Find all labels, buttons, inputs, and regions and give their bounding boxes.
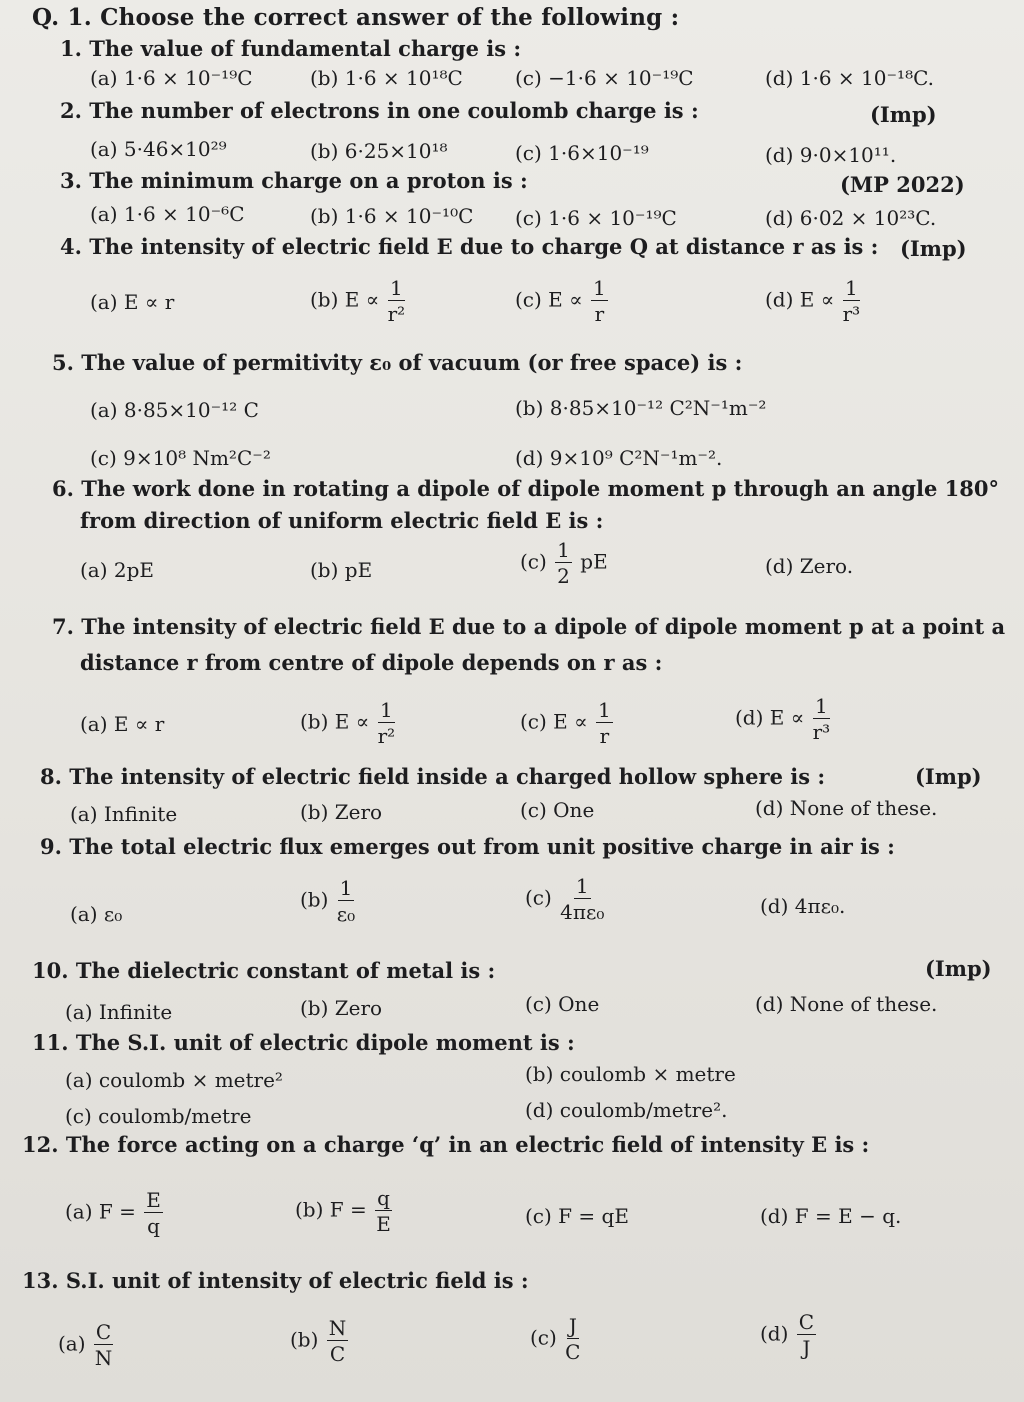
q8-tag: (Imp)	[915, 764, 982, 789]
question-9: 9. The total electric flux emerges out from unit positive charge in air is :	[40, 834, 895, 859]
q7-option-d: (d) E ∝ $\frac{1}{\text{r³}}$	[735, 694, 831, 744]
q1-option-b: (b) 1·6 × 10¹⁸C	[310, 66, 463, 90]
question-6-line-2: from direction of uniform electric field E is :	[80, 508, 604, 533]
q8-option-a: (a) Infinite	[70, 802, 178, 826]
q1-option-d: (d) 1·6 × 10⁻¹⁸C.	[765, 66, 935, 90]
q8-option-b: (b) Zero	[300, 800, 383, 824]
q4-option-b: (b) E ∝ $\frac{1}{\text{r²}}$	[310, 276, 406, 326]
question-2: 2. The number of electrons in one coulomb charge is :	[60, 98, 699, 123]
q9-option-d: (d) 4πε₀.	[760, 894, 846, 918]
q3-option-c: (c) 1·6 × 10⁻¹⁹C	[515, 206, 677, 230]
q5-option-a: (a) 8·85×10⁻¹² C	[90, 398, 259, 422]
q1-option-a: (a) 1·6 × 10⁻¹⁹C	[90, 66, 253, 90]
q3-option-d: (d) 6·02 × 10²³C.	[765, 206, 937, 230]
q7-option-a: (a) E ∝ r	[80, 712, 165, 736]
q4-option-a: (a) E ∝ r	[90, 290, 175, 314]
q13-option-d: (d) $\frac{C}{J}$	[760, 1310, 815, 1360]
q5-option-c: (c) 9×10⁸ Nm²C⁻²	[90, 446, 271, 470]
q4-option-d: (d) E ∝ $\frac{1}{\text{r³}}$	[765, 276, 861, 326]
question-4: 4. The intensity of electric field E due to charge Q at distance r as is :	[60, 234, 879, 259]
q10-option-c: (c) One	[525, 992, 600, 1016]
q2-option-b: (b) 6·25×10¹⁸	[310, 139, 448, 163]
q6-option-d: (d) Zero.	[765, 554, 854, 578]
q3-tag: (MP 2022)	[840, 172, 965, 197]
question-3: 3. The minimum charge on a proton is :	[60, 168, 528, 193]
q12-option-b: (b) F = $\frac{q}{E}$	[295, 1186, 391, 1236]
q13-option-c: (c) $\frac{J}{C}$	[530, 1314, 581, 1364]
q6-option-a: (a) 2pE	[80, 558, 155, 582]
q2-option-d: (d) 9·0×10¹¹.	[765, 143, 897, 167]
question-13: 13. S.I. unit of intensity of electric field is :	[22, 1268, 529, 1293]
q13-option-a: (a) $\frac{C}{N}$	[58, 1320, 113, 1370]
q8-option-d: (d) None of these.	[755, 796, 938, 820]
q7-option-b: (b) E ∝ $\frac{1}{\text{r²}}$	[300, 698, 396, 748]
q9-option-c: (c) $\frac{1}{\text{4πε₀}}$	[525, 874, 605, 924]
q6-option-b: (b) pE	[310, 558, 373, 582]
q12-option-d: (d) F = E − q.	[760, 1204, 902, 1228]
q11-option-b: (b) coulomb × metre	[525, 1062, 736, 1086]
q11-option-a: (a) coulomb × metre²	[65, 1068, 283, 1092]
q3-option-b: (b) 1·6 × 10⁻¹⁰C	[310, 204, 474, 228]
question-10: 10. The dielectric constant of metal is :	[32, 958, 496, 983]
q5-option-d: (d) 9×10⁹ C²N⁻¹m⁻².	[515, 446, 723, 470]
q11-option-d: (d) coulomb/metre².	[525, 1098, 728, 1122]
q4-tag: (Imp)	[900, 236, 967, 261]
q13-option-b: (b) $\frac{N}{C}$	[290, 1316, 347, 1366]
q12-option-c: (c) F = qE	[525, 1204, 629, 1228]
q5-option-b: (b) 8·85×10⁻¹² C²N⁻¹m⁻²	[515, 396, 767, 420]
q10-option-b: (b) Zero	[300, 996, 383, 1020]
q6-option-c: (c) $\frac{1}{2}$ pE	[520, 538, 608, 588]
q3-option-a: (a) 1·6 × 10⁻⁶C	[90, 202, 245, 226]
q2-option-a: (a) 5·46×10²⁹	[90, 137, 227, 161]
page-title: Q. 1. Choose the correct answer of the following :	[32, 4, 680, 31]
q2-option-c: (c) 1·6×10⁻¹⁹	[515, 141, 649, 165]
q10-option-a: (a) Infinite	[65, 1000, 173, 1024]
question-5: 5. The value of permitivity ε₀ of vacuum (or free space) is :	[52, 350, 743, 375]
q8-option-c: (c) One	[520, 798, 595, 822]
q11-option-c: (c) coulomb/metre	[65, 1104, 252, 1128]
q2-tag: (Imp)	[870, 102, 937, 127]
question-1: 1. The value of fundamental charge is :	[60, 36, 522, 61]
q1-option-c: (c) −1·6 × 10⁻¹⁹C	[515, 66, 694, 90]
question-7: 7. The intensity of electric field E due to a dipole of dipole moment p at a point a	[52, 614, 1006, 639]
q10-option-d: (d) None of these.	[755, 992, 938, 1016]
q9-option-a: (a) ε₀	[70, 902, 123, 926]
q10-tag: (Imp)	[925, 956, 992, 981]
q4-option-c: (c) E ∝ $\frac{1}{r}$	[515, 276, 606, 326]
q9-option-b: (b) $\frac{1}{\text{ε₀}}$	[300, 876, 356, 926]
question-8: 8. The intensity of electric field inside a charged hollow sphere is :	[40, 764, 826, 789]
q7-option-c: (c) E ∝ $\frac{1}{r}$	[520, 698, 611, 748]
question-7-line-2: distance r from centre of dipole depends on r as :	[80, 650, 663, 675]
q12-option-a: (a) F = $\frac{E}{q}$	[65, 1188, 161, 1238]
question-11: 11. The S.I. unit of electric dipole moment is :	[32, 1030, 575, 1055]
question-12: 12. The force acting on a charge ‘q’ in an electric field of intensity E is :	[22, 1132, 870, 1157]
question-6: 6. The work done in rotating a dipole of dipole moment p through an angle 180°	[52, 476, 999, 501]
